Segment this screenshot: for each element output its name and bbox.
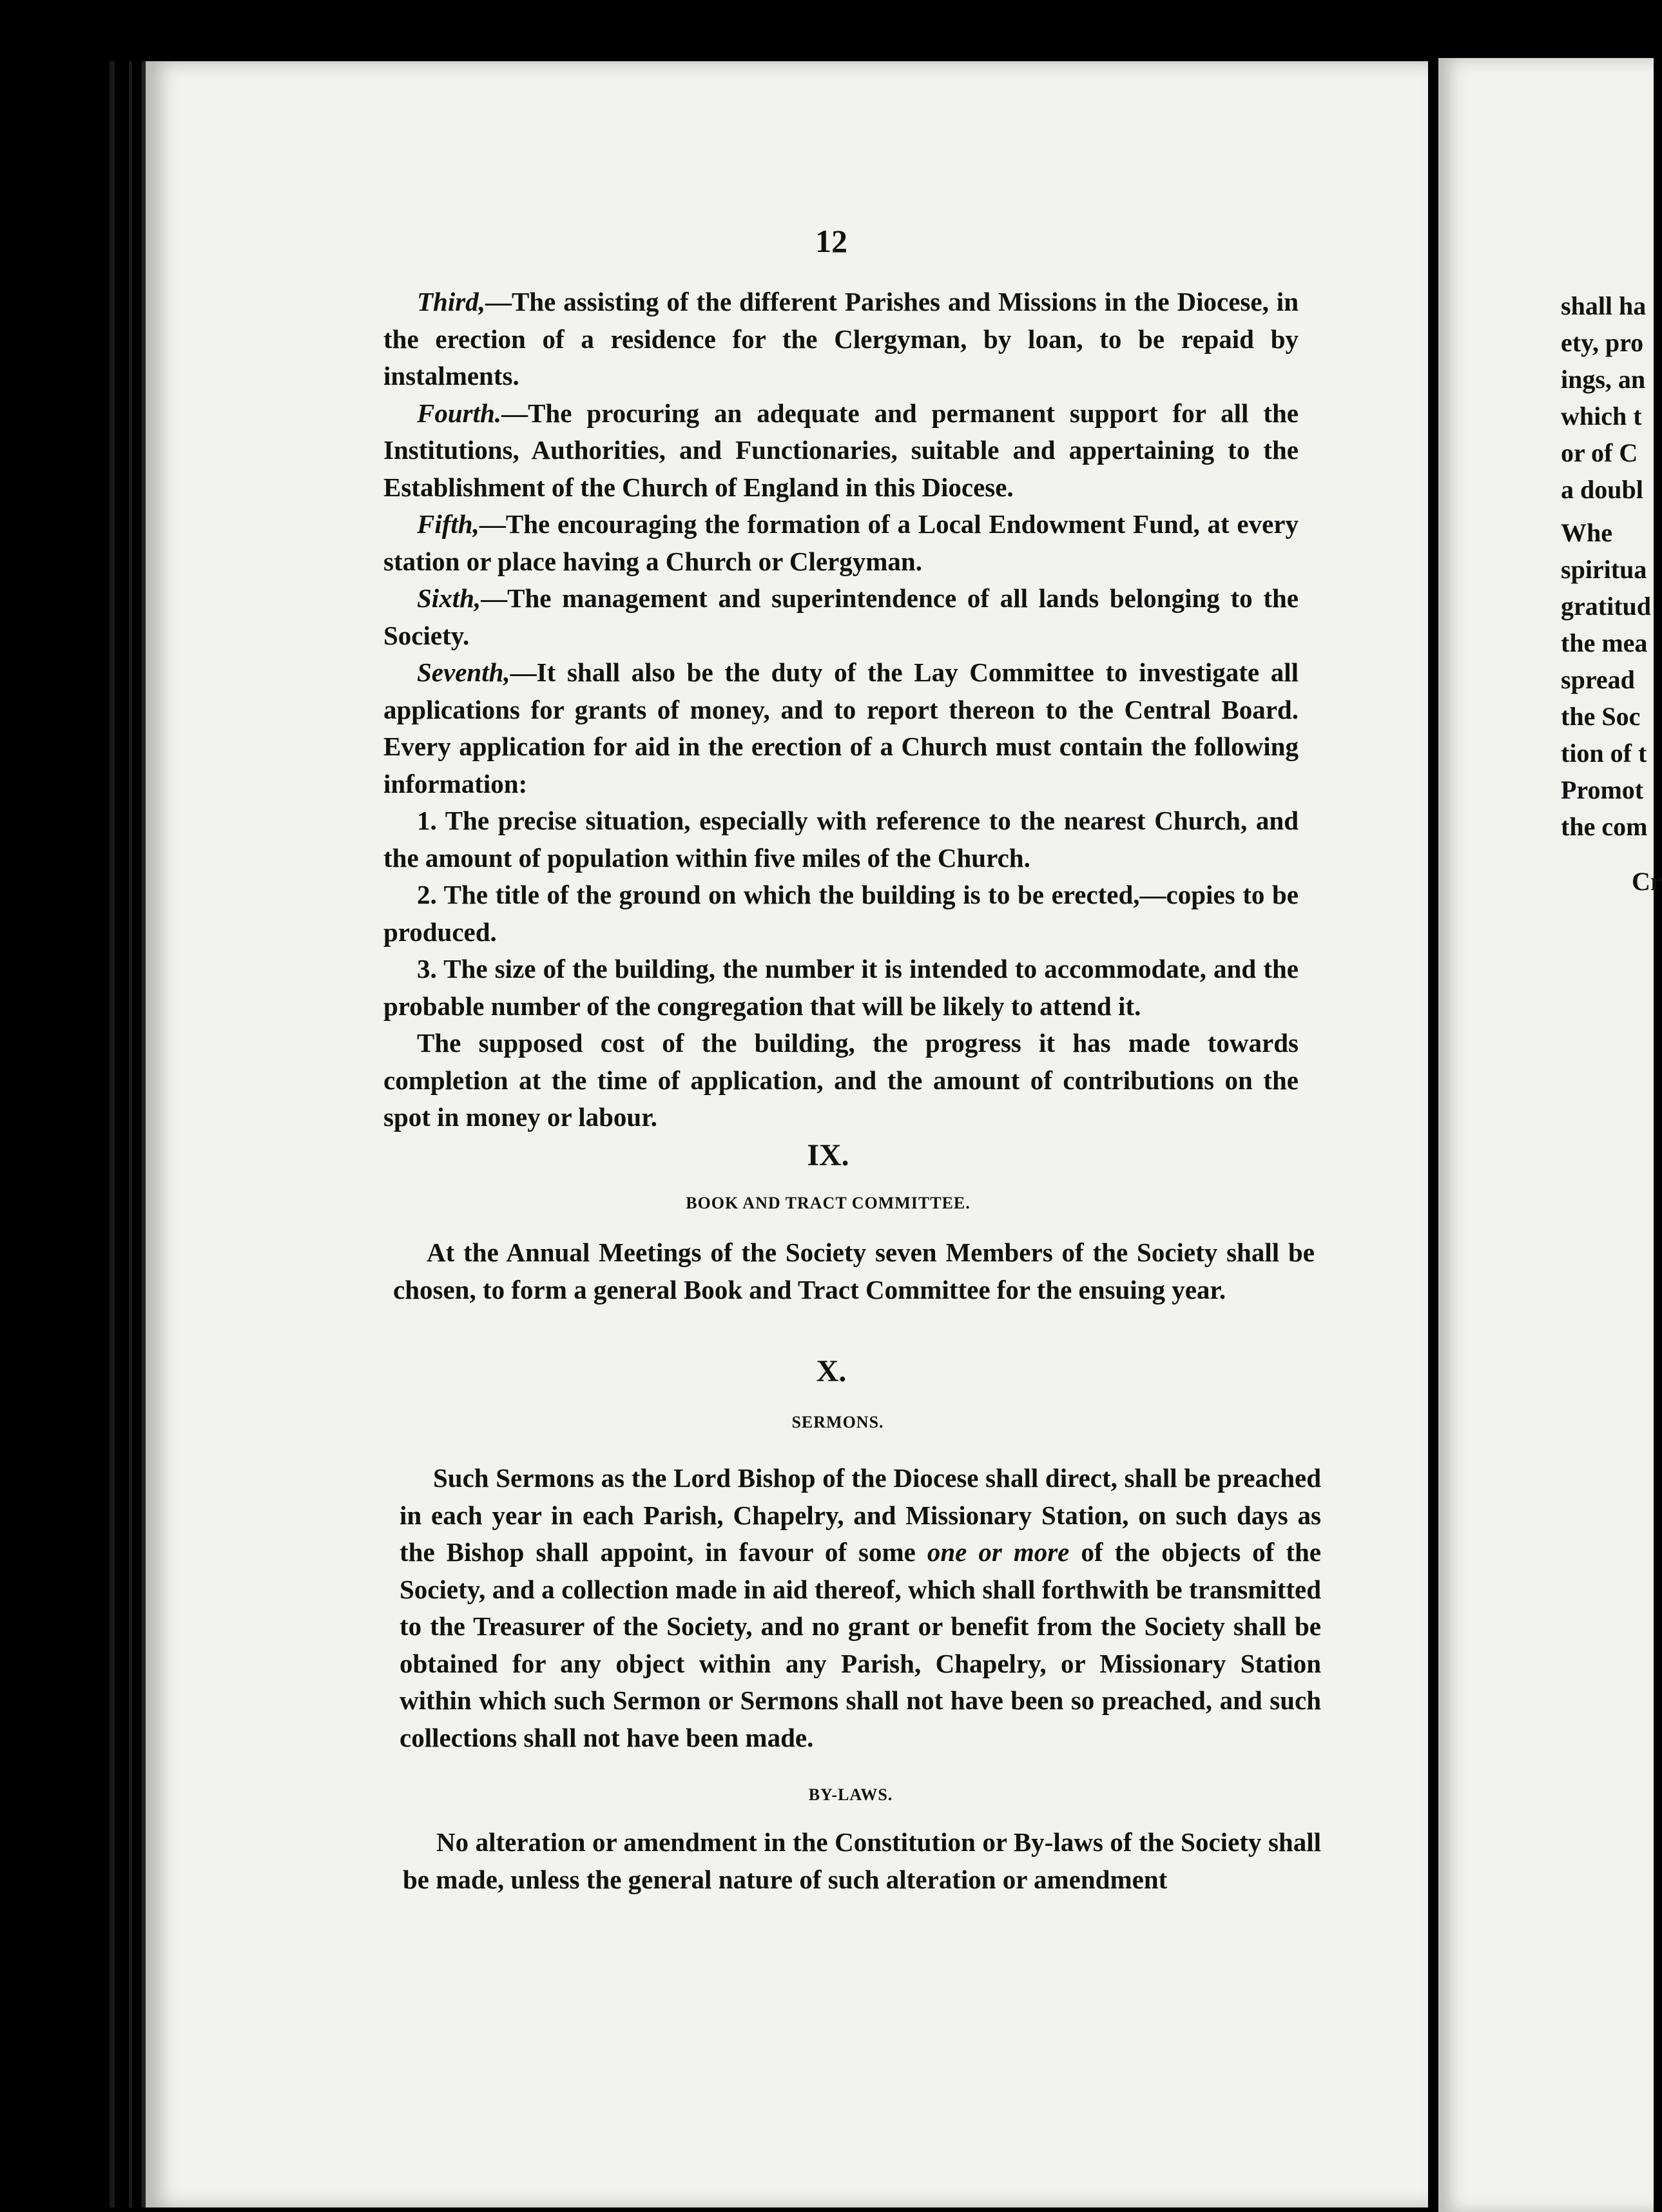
- right-fragment: the mea: [1561, 628, 1648, 657]
- section-ix-numeral: IX.: [807, 1138, 849, 1172]
- right-fragment: Promot: [1561, 775, 1644, 804]
- right-fragment: Cr: [1632, 867, 1662, 896]
- section-x-body: Such Sermons as the Lord Bishop of the Diocese shall direct, shall be preached in each year in each Parish, Chapelry, and Missionary Station, on such days as the Bishop shall appoint, in favour of some one or more of the objects of the Society, and a collection made in aid thereof, which shall forthwith be transmitted to the Treasurer of the Society, and no grant or benefit from the Society shall be obtained for any object within any Parish, Chapelry, or Missionary Station within which such Sermon or Sermons shall not have been so preached, and such collections shall not have been made.: [400, 1463, 1322, 1752]
- right-page-edge: [1438, 58, 1662, 2212]
- right-fragment: shall ha: [1561, 291, 1647, 320]
- requirement-3: 3. The size of the building, the number it is intended to accommodate, and the probable number of the congregation that will be likely to attend it.: [383, 954, 1299, 1021]
- right-fragment: a doubl: [1561, 475, 1643, 504]
- spine-line-inner: [129, 61, 132, 2207]
- right-fragment: ings, an: [1561, 365, 1646, 394]
- item-third: Third,—The assisting of the different Parishes and Missions in the Diocese, in the erection of a residence for the Clergyman, by loan, to be repaid by instalments.: [383, 287, 1299, 391]
- right-fragment: tion of t: [1561, 739, 1647, 768]
- section-ix-body: At the Annual Meetings of the Society seven Members of the Society shall be chosen, to form a general Book and Tract Committee for the ensuing year.: [393, 1237, 1315, 1305]
- right-fragment: Whe: [1561, 518, 1612, 547]
- requirement-1: 1. The precise situation, especially with reference to the nearest Church, and the amount of population within five miles of the Church.: [383, 806, 1299, 873]
- closing-paragraph: The supposed cost of the building, the progress it has made towards completion at the time of application, and the amount of contributions on the spot in money or labour.: [383, 1028, 1299, 1132]
- requirement-2: 2. The title of the ground on which the building is to be erected,—copies to be produced.: [383, 880, 1299, 947]
- bylaws-title: BY-LAWS.: [808, 1785, 893, 1804]
- section-x-title: SERMONS.: [791, 1413, 884, 1431]
- item-fifth: Fifth,—The encouraging the formation of a Local Endowment Fund, at every station or place having a Church or Clergyman.: [383, 509, 1299, 576]
- right-fragment: gratitud: [1561, 592, 1651, 621]
- spine-line-outer: [110, 61, 115, 2207]
- section-ix-title: BOOK AND TRACT COMMITTEE.: [686, 1194, 971, 1212]
- item-seventh: Seventh,—It shall also be the duty of the Lay Committee to investigate all applications for grants of money, and to report thereon to the Central Board. Every application for aid in the erection of a Church must contain the following information:: [383, 657, 1299, 799]
- right-fragment: or of C: [1561, 438, 1638, 467]
- page-number: 12: [815, 223, 847, 259]
- right-fragment: spiritua: [1561, 555, 1647, 584]
- item-sixth: Sixth,—The management and superintendence of all lands belonging to the Society.: [383, 583, 1299, 650]
- section-x-numeral: X.: [816, 1354, 847, 1388]
- right-fragment: ety, pro: [1561, 328, 1644, 357]
- item-fourth: Fourth.—The procuring an adequate and permanent support for all the Institutions, Authorities, and Functionaries, suitable and appertaining to the Establishment of the Church of England in this Diocese.: [383, 398, 1299, 502]
- right-fragment: spread: [1561, 665, 1635, 694]
- objects-list: [383, 284, 1299, 1136]
- right-fragment: the com: [1561, 812, 1648, 841]
- bylaws-body: No alteration or amendment in the Constitution or By-laws of the Society shall be made, unless the general nature of such alteration or amendment: [403, 1827, 1321, 1894]
- right-fragment: which t: [1561, 402, 1642, 431]
- right-fragment: the Soc: [1561, 702, 1641, 731]
